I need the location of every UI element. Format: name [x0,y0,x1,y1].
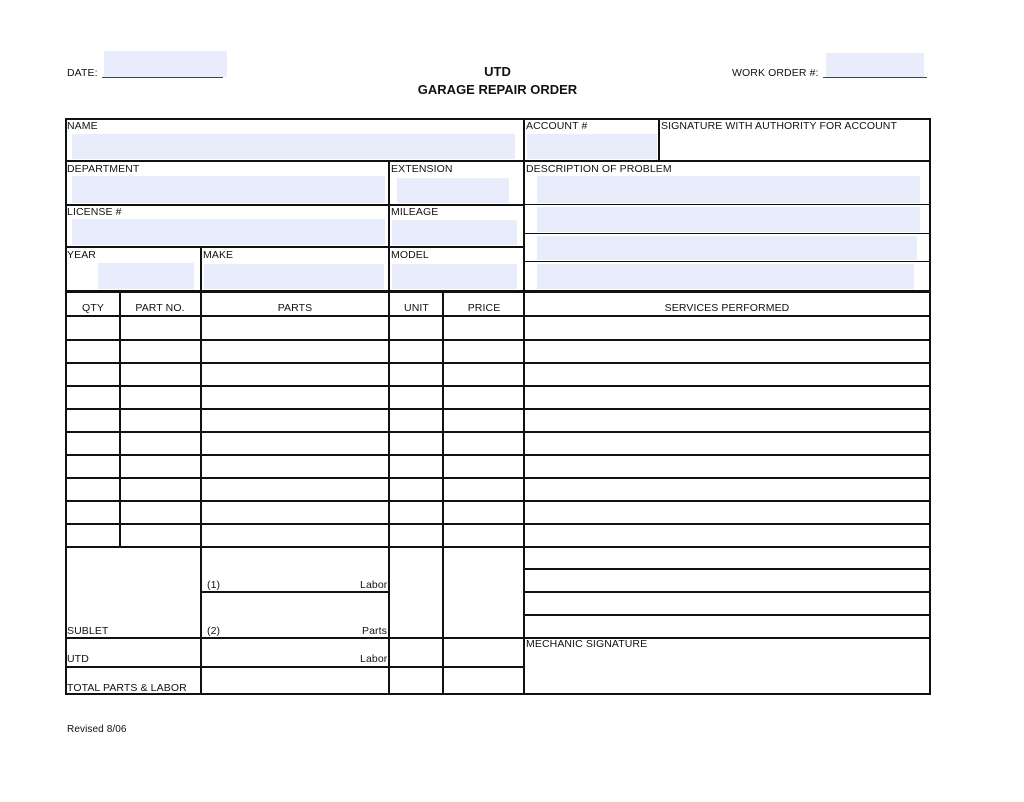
account-label: ACCOUNT # [526,120,588,132]
col-services-performed: SERVICES PERFORMED [664,302,790,314]
work-order-label: WORK ORDER #: [732,67,819,79]
model-label: MODEL [391,249,429,261]
extension-input[interactable] [397,178,509,203]
description-input-4[interactable] [537,264,914,289]
department-input[interactable] [72,176,385,203]
signature-authority-label: SIGNATURE WITH AUTHORITY FOR ACCOUNT [661,120,897,132]
mileage-input[interactable] [392,220,517,245]
labor-1-label: Labor [360,579,388,591]
mechanic-signature-label: MECHANIC SIGNATURE [526,638,648,650]
utd-labor-label: Labor [360,653,388,665]
make-input[interactable] [204,264,384,289]
name-input[interactable] [72,134,515,159]
table-row[interactable] [67,433,929,454]
account-input[interactable] [527,134,657,159]
parts-2-index: (2) [207,625,221,637]
form-subtitle: GARAGE REPAIR ORDER [417,82,578,97]
description-input-1[interactable] [537,176,920,203]
labor-price-field[interactable] [444,548,523,591]
utd-label: UTD [67,653,89,665]
col-qty: QTY [82,302,104,314]
col-part-no: PART NO. [135,302,185,314]
table-row[interactable] [67,387,929,408]
extension-label: EXTENSION [391,163,453,175]
date-input[interactable] [104,51,227,77]
year-input[interactable] [98,263,194,289]
table-row[interactable] [67,341,929,362]
table-row[interactable] [67,317,929,339]
date-underline [102,77,223,78]
model-input[interactable] [392,264,517,289]
parts-2-label: Parts [362,625,388,637]
license-label: LICENSE # [67,206,122,218]
labor-unit-field[interactable] [390,548,442,591]
description-label: DESCRIPTION OF PROBLEM [526,163,672,175]
total-parts-labor-label: TOTAL PARTS & LABOR [67,682,187,694]
make-label: MAKE [203,249,234,261]
table-row[interactable] [67,410,929,431]
form-title: UTD [484,64,511,79]
col-parts: PARTS [277,302,313,314]
col-price: PRICE [467,302,501,314]
date-label: DATE: [67,67,98,79]
table-row[interactable] [67,364,929,385]
department-label: DEPARTMENT [67,163,140,175]
description-input-3[interactable] [537,236,917,260]
mechanic-signature-field[interactable] [525,650,929,692]
table-row[interactable] [67,502,929,523]
year-label: YEAR [67,249,96,261]
table-row[interactable] [67,456,929,477]
labor-1-index: (1) [207,579,221,591]
revised-note: Revised 8/06 [67,724,127,735]
license-input[interactable] [72,219,385,245]
name-label: NAME [67,120,98,132]
table-row[interactable] [67,525,929,546]
col-unit: UNIT [404,302,429,314]
work-order-input[interactable] [826,53,924,77]
description-input-2[interactable] [537,207,920,232]
sublet-label: SUBLET [67,625,109,637]
table-row[interactable] [67,479,929,500]
work-order-underline [823,77,927,78]
mileage-label: MILEAGE [391,206,439,218]
